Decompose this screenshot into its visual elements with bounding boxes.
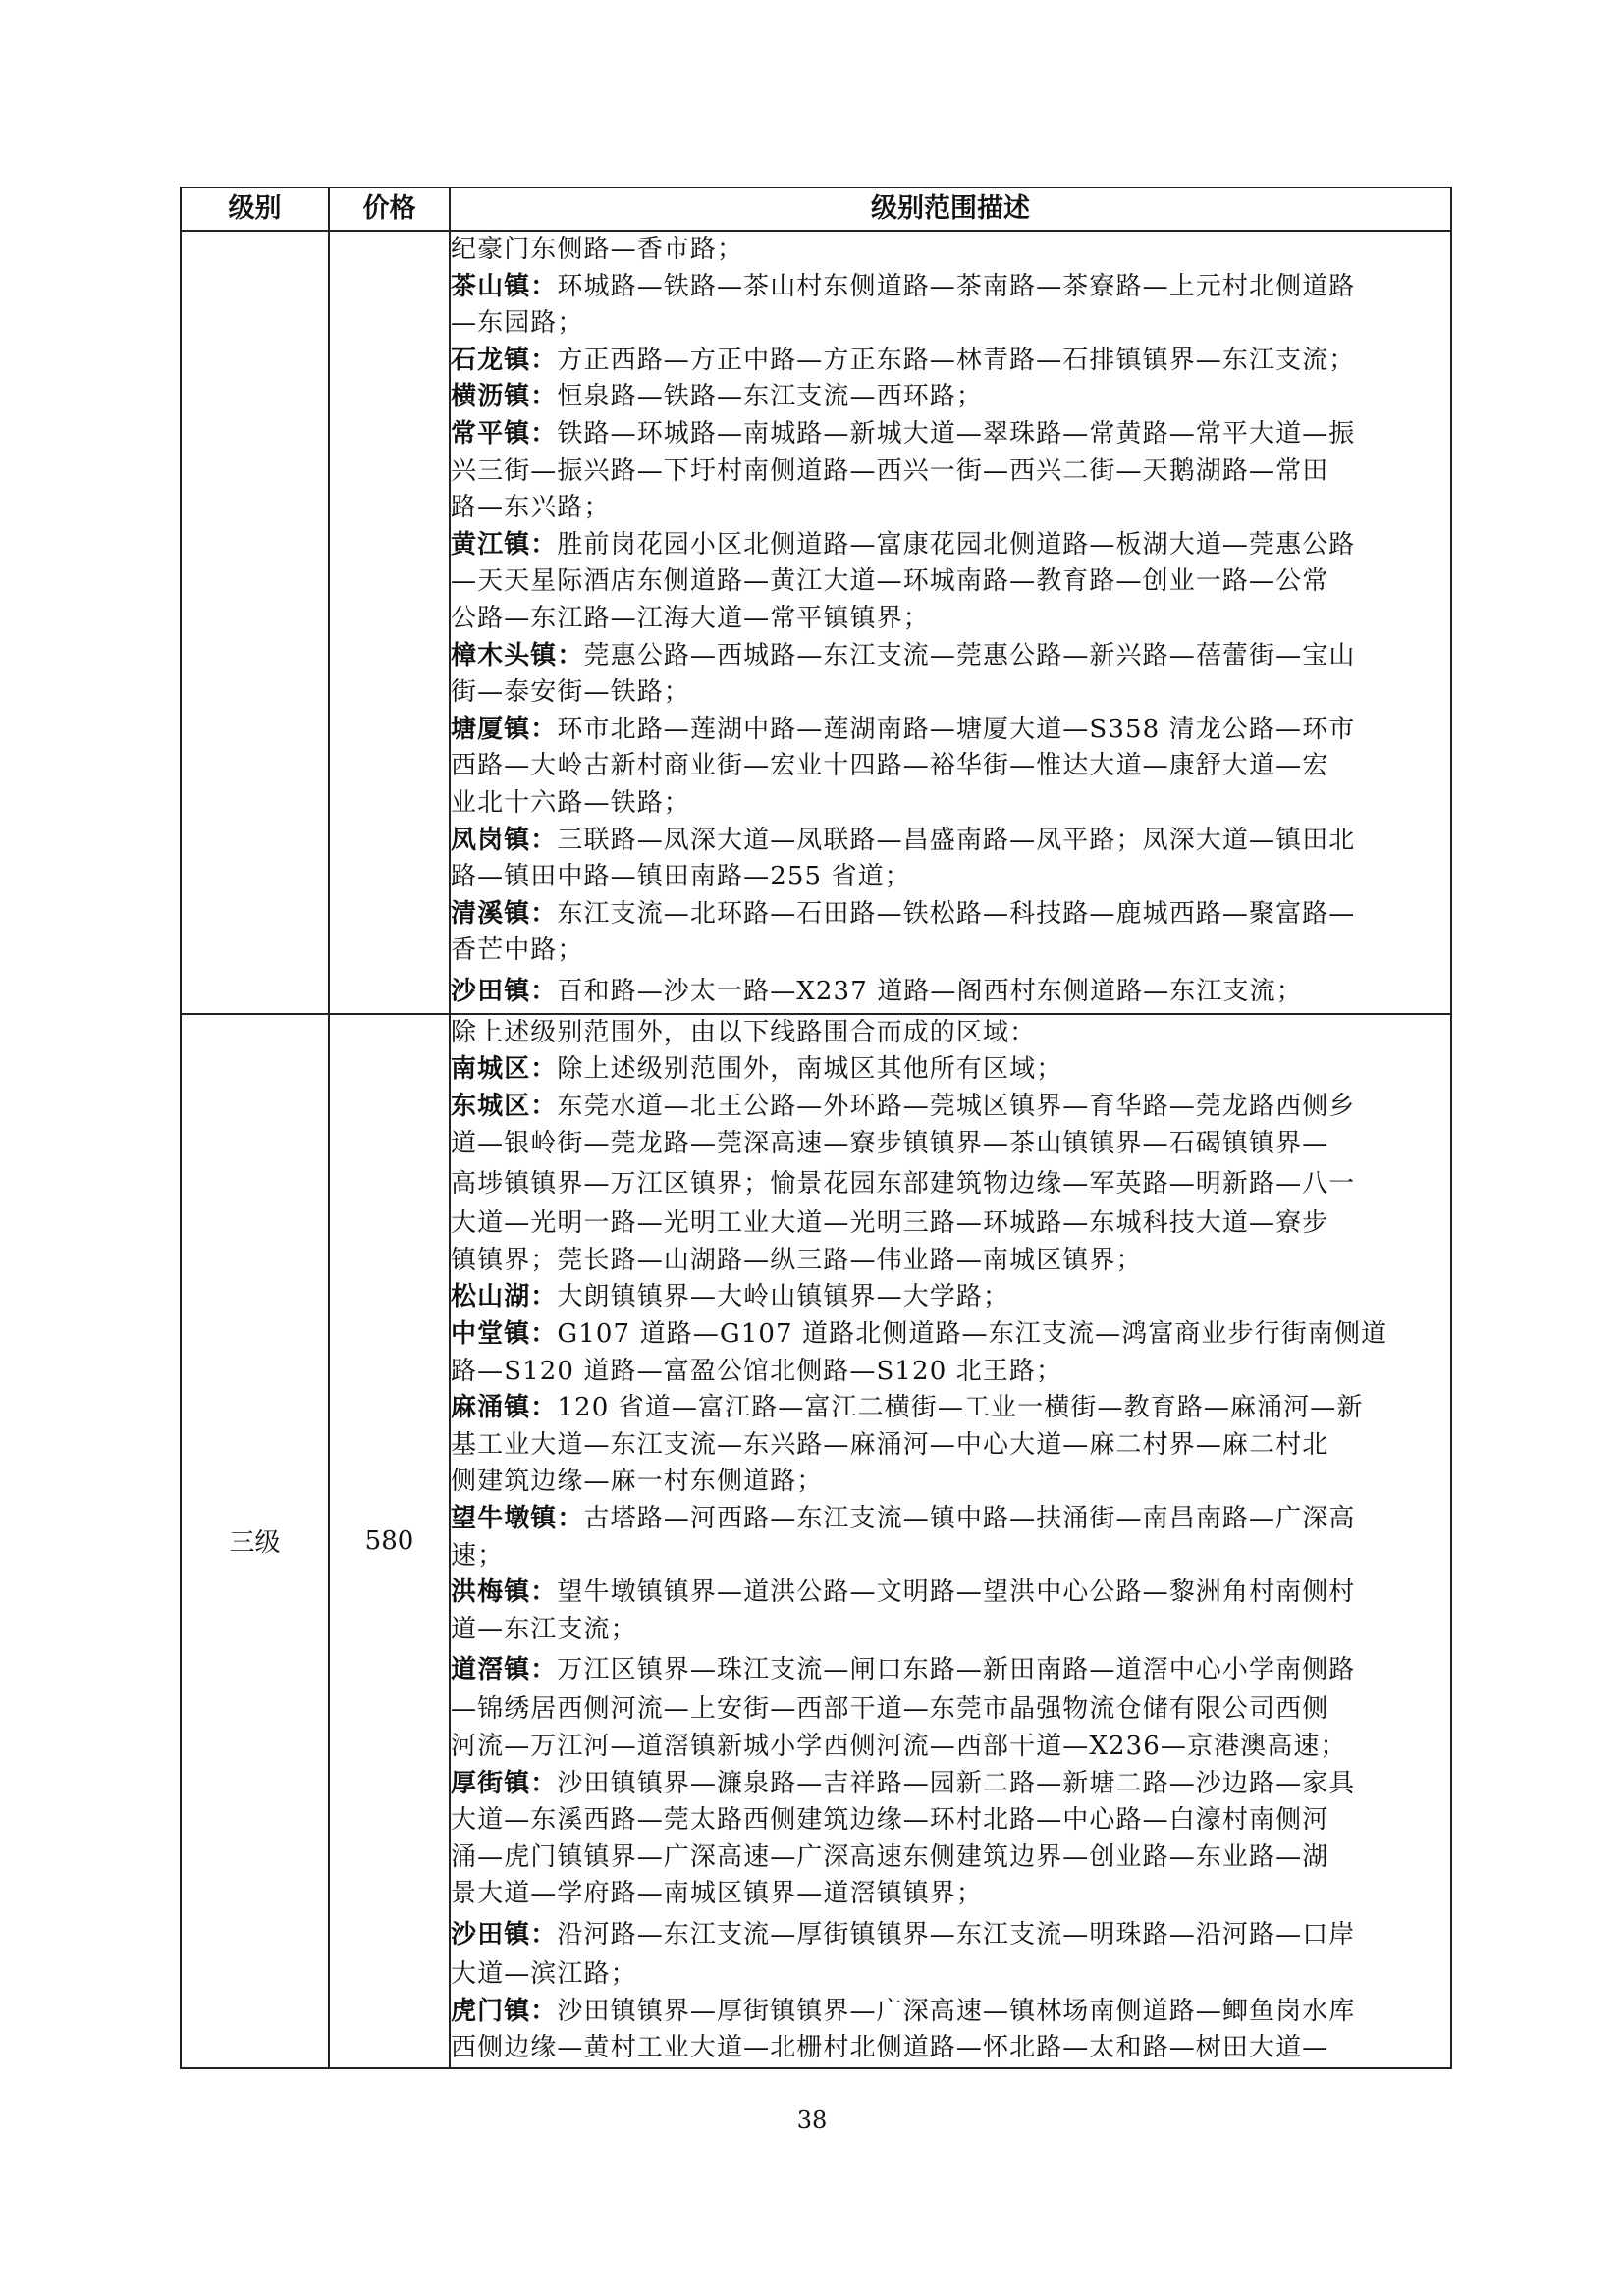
description-line [451,1994,1450,2031]
route-text: 侧建筑边缘—麻一村东侧道路； [451,1467,824,1497]
town-label: 麻涌镇： [451,1393,558,1423]
description-line [451,748,1450,785]
description-line [451,1162,1450,1205]
town-label: 清溪镇： [451,898,558,929]
description-line [451,1840,1450,1877]
route-text: 香芒中路； [451,935,584,966]
description-line [451,1464,1450,1501]
route-text: 方正西路—方正中路—方正东路—林青路—石排镇镇界—东江支流； [557,345,1356,375]
route-text: 120 省道—富江路—富江二横街—工业一横街—教育路—麻涌河—新 [557,1393,1364,1423]
route-text: 三联路—凤深大道—凤联路—昌盛南路—凤平路；凤深大道—镇田北 [557,825,1356,855]
route-text: 路—东兴路； [451,493,611,523]
description-line [451,1876,1450,1913]
table-header-row [181,187,1451,231]
description-line [451,823,1450,860]
description-line [451,1205,1450,1243]
description-line [451,416,1450,454]
route-text: 除上述级别范围外，由以下线路围合而成的区域： [451,1017,1037,1047]
table-row [181,231,1451,1014]
description-line [451,1427,1450,1465]
route-text: 大道—滨江路； [451,1958,637,1989]
town-label: 松山湖： [451,1282,558,1312]
route-text: 恒泉路—铁路—东江支流—西环路； [557,382,984,412]
route-text: 业北十六路—铁路； [451,787,690,818]
town-label: 东城区： [451,1092,558,1122]
town-label: 洪梅镇： [451,1577,558,1608]
route-text: 路—S120 道路—富盈公馆北侧路—S120 北王路； [451,1356,1063,1386]
table-row [181,1014,1451,2068]
description-line [451,1390,1450,1427]
route-text: 速； [451,1540,505,1571]
route-text: 环城路—铁路—茶山村东侧道路—茶南路—茶寮路—上元村北侧道路 [557,271,1356,301]
town-label: 茶山镇： [451,271,558,301]
description-line [451,1538,1450,1575]
route-text: 大朗镇镇界—大岭山镇镇界—大学路； [557,1282,1010,1312]
description-line [451,1648,1450,1691]
description-cell [450,1014,1451,2068]
description-line [451,859,1450,896]
description-line [451,970,1450,1013]
description-line [451,1729,1450,1766]
route-text: 镇镇界；莞长路—山湖路—纵三路—伟业路—南城区镇界； [451,1245,1143,1275]
description-line [451,1956,1450,1994]
town-label: 塘厦镇： [451,714,558,744]
description-line [451,1279,1450,1316]
route-text: 大道—光明一路—光明工业大道—光明三路—环城路—东城科技大道—寮步 [451,1208,1329,1239]
description-line [451,1316,1450,1354]
route-text: 河流—万江河—道滘镇新城小学西侧河流—西部干道—X236—京港澳高速； [451,1731,1347,1761]
level-cell: 三级 [181,1014,329,2068]
description-line [451,379,1450,416]
level-cell [181,231,329,1014]
route-text: 西路—大岭古新村商业街—宏业十四路—裕华街—惟达大道—康舒大道—宏 [451,751,1329,781]
route-text: 万江区镇界—珠江支流—闸口东路—新田南路—道滘中心小学南侧路 [557,1655,1356,1685]
route-text: 涌—虎门镇镇界—广深高速—广深高速东侧建筑边界—创业路—东业路—湖 [451,1842,1329,1872]
header-price: 价格 [329,187,450,231]
route-text: 西侧边缘—黄村工业大道—北栅村北侧道路—怀北路—太和路—树田大道— [451,2033,1329,2063]
description-line [451,454,1450,491]
description-cell [450,231,1451,1014]
route-text: 道—东江支流； [451,1614,637,1644]
route-text: 望牛墩镇镇界—道洪公路—文明路—望洪中心公路—黎洲角村南侧村 [557,1577,1356,1608]
description-line [451,232,1450,269]
description-line [451,1575,1450,1612]
town-label: 虎门镇： [451,1996,558,2026]
description-line [451,1612,1450,1649]
route-text: 大道—东溪西路—莞太路西侧建筑边缘—环村北路—中心路—白濠村南侧河 [451,1805,1329,1836]
description-line [451,1691,1450,1729]
town-label: 凤岗镇： [451,825,558,855]
page-number: 38 [796,2107,828,2134]
route-text: 环市北路—莲湖中路—莲湖南路—塘厦大道—S358 清龙公路—环市 [557,714,1356,744]
route-text: 胜前岗花园小区北侧道路—富康花园北侧道路—板湖大道—莞惠公路 [557,529,1356,560]
route-text: 除上述级别范围外，南城区其他所有区域； [557,1054,1063,1085]
description-line [451,1501,1450,1538]
route-text: 纪豪门东侧路—香市路； [451,235,744,264]
town-label: 中堂镇： [451,1319,558,1350]
description-line [451,269,1450,306]
route-text: 东莞水道—北王公路—外环路—莞城区镇界—育华路—莞龙路西侧乡 [557,1092,1356,1122]
route-text: 沙田镇镇界—濂泉路—吉祥路—园新二路—新塘二路—沙边路—家具 [557,1768,1356,1798]
town-label: 沙田镇： [451,1919,558,1949]
grade-range-table [180,187,1452,2069]
description-line [451,1015,1450,1052]
description-line [451,1051,1450,1089]
route-text: 基工业大道—东江支流—东兴路—麻涌河—中心大道—麻二村界—麻二村北 [451,1429,1329,1460]
description-line [451,2030,1450,2067]
description-line [451,490,1450,527]
description-line [451,1802,1450,1840]
description-line [451,305,1450,343]
description-line [451,527,1450,564]
description-line [451,1913,1450,1956]
route-text: 高埗镇镇界—万江区镇界；愉景花园东部建筑物边缘—军英路—明新路—八一 [451,1169,1356,1200]
description-line [451,674,1450,712]
description-line [451,638,1450,675]
description-lines [451,1015,1450,2067]
description-line [451,1243,1450,1280]
description-line [451,785,1450,823]
description-line [451,896,1450,934]
town-label: 樟木头镇： [451,640,584,670]
route-text: 古塔路—河西路—东江支流—镇中路—扶涌街—南昌南路—广深高 [583,1504,1356,1533]
route-text: 东江支流—北环路—石田路—铁松路—科技路—鹿城西路—聚富路— [557,898,1356,929]
town-label: 南城区： [451,1054,558,1085]
town-label: 厚街镇： [451,1768,558,1798]
route-text: 路—镇田中路—镇田南路—255 省道； [451,862,911,892]
route-text: 莞惠公路—西城路—东江支流—莞惠公路—新兴路—蓓蕾街—宝山 [583,640,1356,670]
description-line [451,712,1450,749]
description-line [451,933,1450,970]
route-text: 景大道—学府路—南城区镇界—道滘镇镇界； [451,1879,984,1909]
route-text: G107 道路—G107 道路北侧道路—东江支流—鸿富商业步行街南侧道 [557,1319,1388,1350]
description-line [451,1089,1450,1126]
description-line [451,1766,1450,1803]
description-line [451,601,1450,638]
route-text: 沙田镇镇界—厚街镇镇界—广深高速—镇林场南侧道路—鲫鱼岗水库 [557,1996,1356,2026]
route-text: 公路—东江路—江海大道—常平镇镇界； [451,603,930,633]
price-cell [329,231,450,1014]
route-text: —天天星际酒店东侧道路—黄江大道—环城南路—教育路—创业一路—公常 [451,566,1329,597]
town-label: 沙田镇： [451,976,558,1006]
town-label: 道滘镇： [451,1655,558,1685]
route-text: 道—银岭街—莞龙路—莞深高速—寮步镇镇界—茶山镇镇界—石碣镇镇界— [451,1128,1329,1158]
price-cell: 580 [329,1014,450,2068]
route-text: 铁路—环城路—南城路—新城大道—翠珠路—常黄路—常平大道—振 [557,418,1356,449]
description-line [451,1126,1450,1163]
route-text: 街—泰安街—铁路； [451,677,690,708]
route-text: 百和路—沙太一路—X237 道路—阁西村东侧道路—东江支流； [557,976,1303,1006]
route-text: —锦绣居西侧河流—上安街—西部干道—东莞市晶强物流仓储有限公司西侧 [451,1694,1329,1725]
header-level: 级别 [181,187,329,231]
description-lines [451,232,1450,1013]
town-label: 望牛墩镇： [451,1504,584,1533]
description-line [451,1354,1450,1391]
route-text: —东园路； [451,308,584,339]
town-label: 常平镇： [451,418,558,449]
town-label: 黄江镇： [451,529,558,560]
route-text: 沿河路—东江支流—厚街镇镇界—东江支流—明珠路—沿河路—口岸 [557,1919,1356,1949]
description-line [451,343,1450,380]
description-line [451,563,1450,601]
route-text: 兴三街—振兴路—下圩村南侧道路—西兴一街—西兴二街—天鹅湖路—常田 [451,455,1329,486]
header-description: 级别范围描述 [450,187,1451,231]
town-label: 横沥镇： [451,382,558,412]
town-label: 石龙镇： [451,345,558,375]
